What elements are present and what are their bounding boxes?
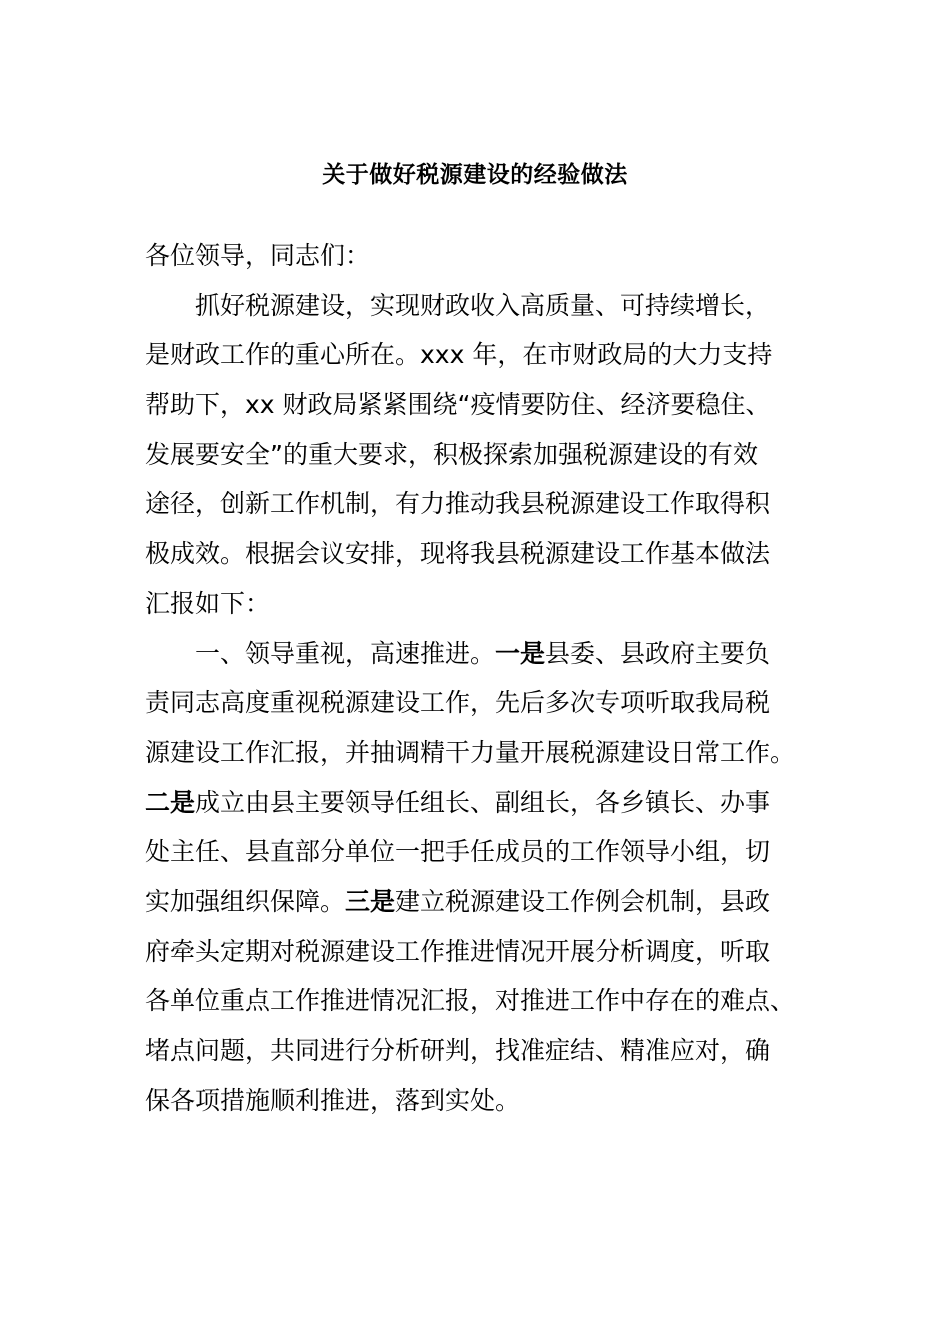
paragraph-1-line: 极成效。根据会议安排，现将我县税源建设工作基本做法 [145, 539, 771, 569]
paragraph-2-line: 处主任、县直部分单位一把手任成员的工作领导小组，切 [145, 837, 771, 867]
document-title: 关于做好税源建设的经验做法 [322, 162, 628, 188]
point-one-label: 一是 [495, 638, 546, 668]
paragraph-2-line: 堵点问题，共同进行分析研判，找准症结、精准应对，确 [145, 1036, 771, 1065]
paragraph-2-line: 府牵头定期对税源建设工作推进情况开展分析调度，听取 [145, 936, 771, 966]
salutation: 各位领导，同志们： [145, 241, 371, 270]
point-one-text: 县委、县政府主要负 [545, 638, 771, 668]
paragraph-2-line [145, 629, 805, 679]
paragraph-2-line: 保各项措施顺利推进，落到实处。 [145, 1085, 521, 1115]
paragraph-2-line: 源建设工作汇报，并抽调精干力量开展税源建设日常工作。 [145, 737, 796, 767]
point-three-text: 建立税源建设工作例会机制，县政 [395, 886, 771, 916]
paragraph-1-line: 是财政工作的重心所在。xxx 年，在市财政局的大力支持 [145, 340, 773, 370]
paragraph-1-line: 汇报如下： [145, 588, 271, 618]
paragraph-1-line: 抓好税源建设，实现财政收入高质量、可持续增长， [195, 290, 771, 320]
section-heading: 一、领导重视，高速推进。 [195, 638, 496, 668]
point-two-text: 成立由县主要领导任组长、副组长，各乡镇长、办事 [195, 787, 771, 817]
point-two-text-end: 实加强组织保障。 [145, 886, 346, 916]
document-body [145, 231, 805, 1125]
paragraph-1-line: 帮助下，xx 财政局紧紧围绕“疫情要防住、经济要稳住、 [145, 390, 771, 420]
paragraph-2-line [145, 778, 805, 828]
paragraph-2-line: 各单位重点工作推进情况汇报，对推进工作中存在的难点、 [145, 986, 796, 1016]
paragraph-1-line: 发展要安全”的重大要求，积极探索加强税源建设的有效 [145, 439, 758, 469]
paragraph-2-line [145, 877, 805, 927]
paragraph-2-line: 责同志高度重视税源建设工作，先后多次专项听取我局税 [145, 688, 771, 718]
point-three-label: 三是 [345, 886, 396, 916]
point-two-label: 二是 [145, 787, 196, 817]
paragraph-1-line: 途径，创新工作机制，有力推动我县税源建设工作取得积 [145, 489, 771, 519]
